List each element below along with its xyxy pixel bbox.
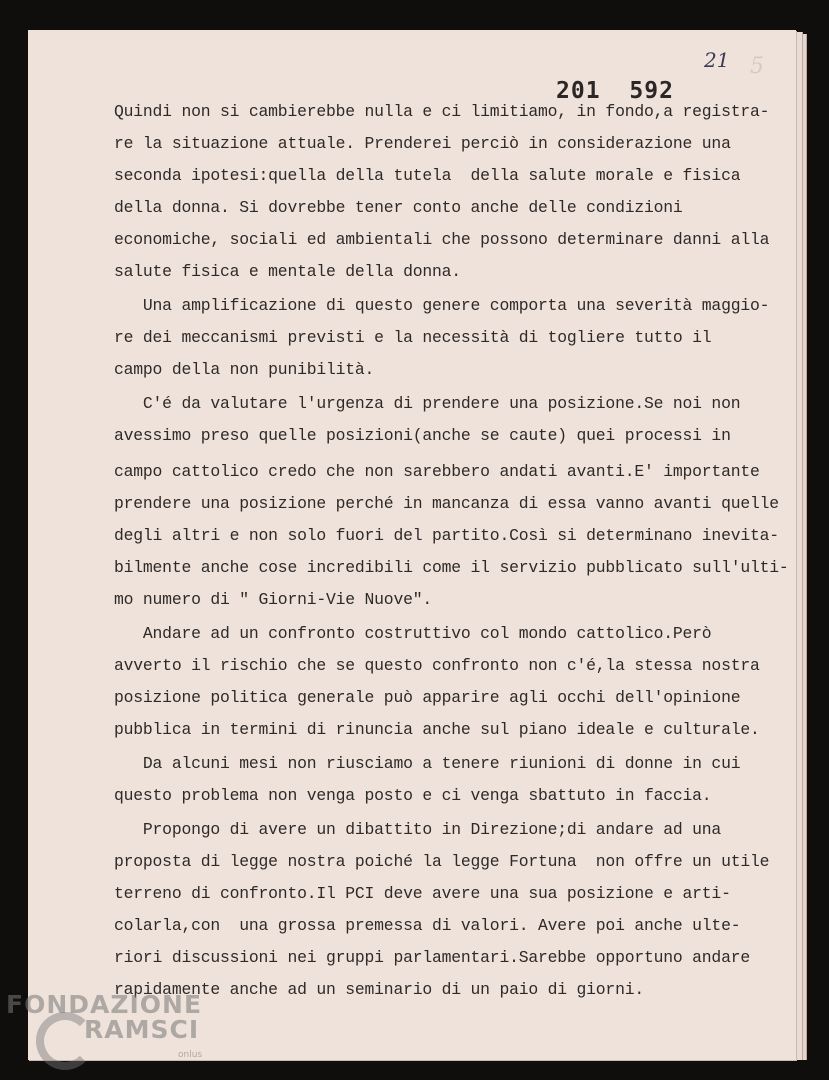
faint-pencil-mark: 5 <box>750 54 764 79</box>
text-line: avessimo preso quelle posizioni(anche se caute) quei processi in <box>114 426 731 445</box>
text-line: avverto il rischio che se questo confronto non c'é,la stessa nostra <box>114 656 760 675</box>
text-line: mo numero di " Giorni-Vie Nuove". <box>114 590 432 609</box>
text-line: C'é da valutare l'urgenza di prendere una posizione.Se noi non <box>114 394 741 413</box>
text-line: re dei meccanismi previsti e la necessità di togliere tutto il <box>114 328 712 347</box>
text-line: rapidamente anche ad un seminario di un paio di giorni. <box>114 980 644 999</box>
document-sheet <box>28 30 796 1060</box>
text-line: Da alcuni mesi non riusciamo a tenere riunioni di donne in cui <box>114 754 741 773</box>
handwritten-page-number: 21 <box>704 48 730 72</box>
text-line: pubblica in termini di rinuncia anche sul piano ideale e culturale. <box>114 720 760 739</box>
text-line: prendere una posizione perché in mancanza di essa vanno avanti quelle <box>114 494 779 513</box>
text-line: campo cattolico credo che non sarebbero andati avanti.E' importante <box>114 462 760 481</box>
text-line: Propongo di avere un dibattito in Direzione;di andare ad una <box>114 820 722 839</box>
text-line: Una amplificazione di questo genere comporta una severità maggio- <box>114 296 770 315</box>
text-line: campo della non punibilità. <box>114 360 375 379</box>
text-line: Quindi non si cambierebbe nulla e ci limitiamo, in fondo,a registra- <box>114 102 770 121</box>
text-line: economiche, sociali ed ambientali che possono determinare danni alla <box>114 230 770 249</box>
document-page-stack <box>28 30 808 1065</box>
text-line: seconda ipotesi:quella della tutela della salute morale e fisica <box>114 166 741 185</box>
text-line: posizione politica generale può apparire agli occhi dell'opinione <box>114 688 741 707</box>
text-line: colarla,con una grossa premessa di valori. Avere poi anche ulte- <box>114 916 741 935</box>
text-line: riori discussioni nei gruppi parlamentari.Sarebbe opportuno andare <box>114 948 750 967</box>
text-line: salute fisica e mentale della donna. <box>114 262 461 281</box>
text-line: Andare ad un confronto costruttivo col mondo cattolico.Però <box>114 624 712 643</box>
text-line: questo problema non venga posto e ci venga sbattuto in faccia. <box>114 786 712 805</box>
fondazione-gramsci-watermark <box>6 990 203 1060</box>
watermark-onlus: onlus <box>178 1050 203 1060</box>
text-line: re la situazione attuale. Prenderei perciò in considerazione una <box>114 134 731 153</box>
watermark-line-1: FONDAZIONE <box>6 990 203 1019</box>
stamped-document-number: 201 592 <box>556 78 674 104</box>
watermark-g-ring-icon <box>36 1012 94 1070</box>
text-line: degli altri e non solo fuori del partito.Così si determinano inevita- <box>114 526 779 545</box>
text-line: della donna. Si dovrebbe tener conto anche delle condizioni <box>114 198 683 217</box>
text-line: bilmente anche cose incredibili come il servizio pubblicato sull'ulti- <box>114 558 789 577</box>
text-line: proposta di legge nostra poiché la legge Fortuna non offre un utile <box>114 852 770 871</box>
text-line: terreno di confronto.Il PCI deve avere una sua posizione e arti- <box>114 884 731 903</box>
watermark-line-2: RAMSCI <box>84 1015 200 1044</box>
